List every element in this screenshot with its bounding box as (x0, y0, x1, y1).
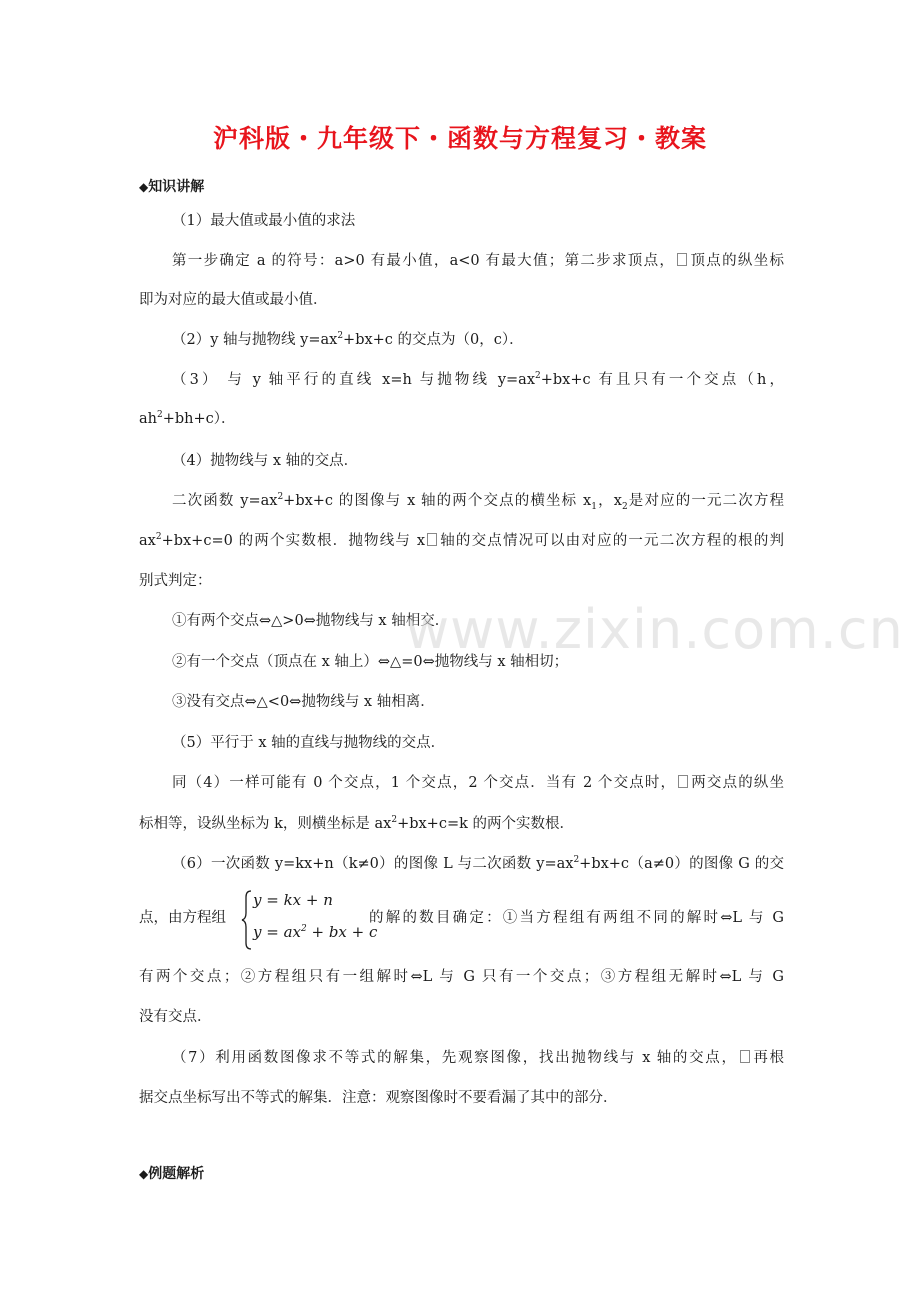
paragraph-line: （5）平行于 x 轴的直线与抛物线的交点． (172, 735, 446, 751)
section-heading-knowledge (139, 176, 204, 196)
paragraph-line: ②有一个交点（顶点在 x 轴上）⇔△=0⇔抛物线与 x 轴相切； (172, 654, 569, 670)
paragraph-line: （6）一次函数 y=kx+n（k≠0）的图像 L 与二次函数 $y=ax^2+bx+c(a\ne 0)$的图像 G 的交 (172, 855, 784, 872)
paragraph-line: 的解的数目确定：①当方程组有两组不同的解时⇔L 与 G (369, 910, 784, 926)
paragraph-line: $ah^2+bh+c$）． (139, 410, 236, 427)
paragraph-line: ①有两个交点⇔△>0⇔抛物线与 x 轴相交． (172, 613, 450, 629)
diamond-bullet-icon: ◆ (139, 180, 149, 194)
paragraph-line: （7）利用函数图像求不等式的解集，先观察图像，找出抛物线与 x 轴的交点， 再根 (172, 1050, 785, 1066)
document-title: 沪科版・九年级下・函数与方程复习・教案 (212, 124, 707, 153)
paragraph-line: 没有交点． (139, 1009, 212, 1025)
paragraph-line: 二次函数 $y=ax^2+bx+c$ 的图像与 x 轴的两个交点的横坐标 $x_1$，$x_2$是对应的一元二次方程 (172, 492, 785, 512)
missing-glyph-icon (677, 253, 687, 266)
paragraph-line: ③没有交点⇔△<0⇔抛物线与 x 轴相离． (172, 694, 435, 710)
equation-linear: y = kx + n (253, 891, 333, 909)
left-brace-icon (241, 889, 253, 951)
paragraph-line: （2）y 轴与抛物线 $y=ax^2+bx+c$ 的交点为（0，c）． (172, 331, 524, 348)
paragraph-line: 有两个交点；②方程组只有一组解时⇔L 与 G 只有一个交点；③方程组无解时⇔L 与 G (139, 969, 784, 985)
section-heading-label: 知识讲解 (148, 179, 205, 195)
paragraph-line: 别式判定： (139, 573, 212, 589)
paragraph-line: 据交点坐标写出不等式的解集．注意：观察图像时不要看漏了其中的部分． (139, 1090, 618, 1106)
paragraph-line: 标相等，设纵坐标为 k，则横坐标是 $ax^2+bx+c=k$ 的两个实数根． (139, 815, 574, 832)
missing-glyph-icon (427, 533, 437, 546)
diamond-bullet-icon: ◆ (139, 1167, 149, 1181)
paragraph-line: （1）最大值或最小值的求法 (172, 213, 356, 229)
equation-system (241, 889, 378, 951)
watermark: www.zixin.com.cn (405, 598, 904, 661)
section-heading-label: 例题解析 (148, 1166, 205, 1182)
paragraph-line: $ax^2+bx+c=0$ 的两个实数根．抛物线与 x 轴的交点情况可以由对应的一元二次方程的根的判 (139, 532, 784, 549)
missing-glyph-icon (678, 775, 688, 788)
paragraph-line: （3） 与 y 轴平行的直线 x=h 与抛物线 $y=ax^2+bx+c$ 有且只有一个交点（h， (172, 371, 785, 388)
missing-glyph-icon (740, 1050, 750, 1063)
paragraph-line: （4）抛物线与 x 轴的交点． (172, 453, 359, 469)
paragraph-line: 第一步确定 a 的符号：a>0 有最小值，a<0 有最大值；第二步求顶点， 顶点的纵坐标 (172, 253, 784, 269)
equation-quadratic: $y = ax^2$ + bx + c (253, 923, 378, 941)
paragraph-line: 即为对应的最大值或最小值． (139, 292, 328, 308)
section-heading-examples (139, 1163, 204, 1183)
paragraph-line: 同（4）一样可能有 0 个交点，1 个交点，2 个交点．当有 2 个交点时， 两交点的纵坐 (172, 775, 784, 791)
paragraph-line: 点，由方程组 (139, 910, 226, 926)
